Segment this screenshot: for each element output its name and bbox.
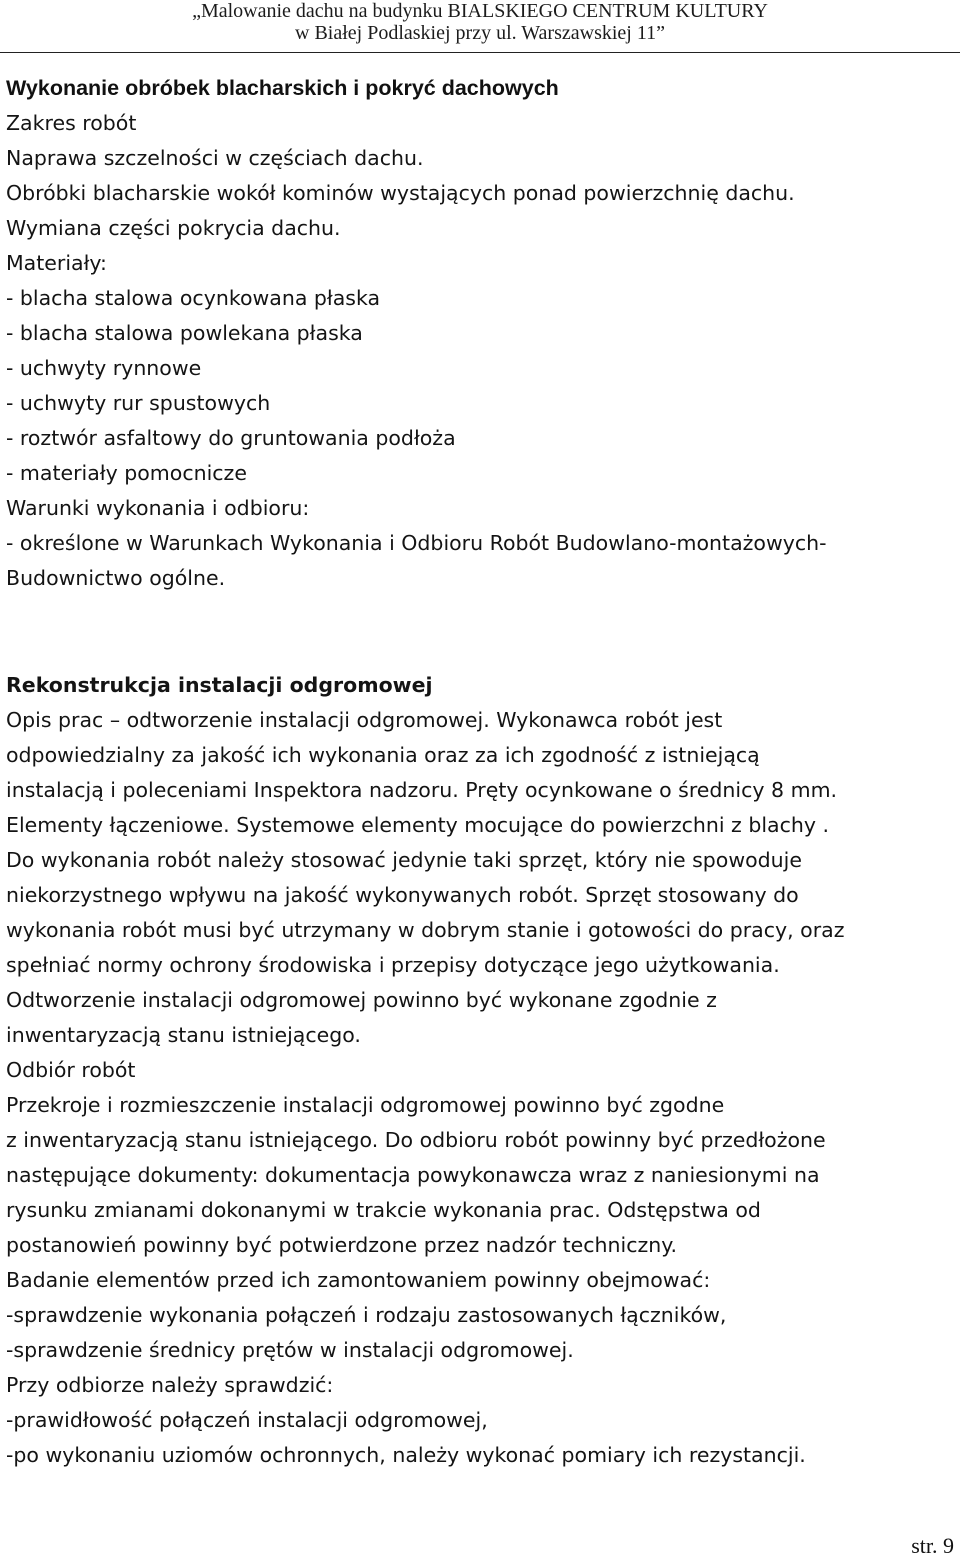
page-number: str. 9 bbox=[911, 1533, 954, 1558]
section-heading-lightning: Rekonstrukcja instalacji odgromowej bbox=[6, 673, 433, 697]
paragraph-line: spełniać normy ochrony środowiska i przepisy dotyczące jego użytkowania. bbox=[6, 953, 780, 977]
paragraph-line: Badanie elementów przed ich zamontowaniem powinny obejmować: bbox=[6, 1268, 711, 1292]
section-lightning-protection bbox=[6, 668, 954, 1473]
list-item: -prawidłowość połączeń instalacji odgromowej, bbox=[6, 1408, 488, 1432]
paragraph-line: postanowień powinny być potwierdzone przez nadzór techniczny. bbox=[6, 1233, 677, 1257]
list-item: - materiały pomocnicze bbox=[6, 461, 247, 485]
section-heading-roofing: Wykonanie obróbek blacharskich i pokryć dachowych bbox=[6, 76, 559, 100]
header-line-1: „Malowanie dachu na budynku BIALSKIEGO CENTRUM KULTURY bbox=[192, 0, 768, 22]
header-divider bbox=[0, 52, 960, 53]
paragraph-line: instalacją i poleceniami Inspektora nadzoru. Pręty ocynkowane o średnicy 8 mm. bbox=[6, 778, 838, 802]
paragraph-line: Przy odbiorze należy sprawdzić: bbox=[6, 1373, 334, 1397]
paragraph-line: niekorzystnego wpływu na jakość wykonywanych robót. Sprzęt stosowany do bbox=[6, 883, 799, 907]
list-item: - blacha stalowa powlekana płaska bbox=[6, 321, 363, 345]
header-line-2: w Białej Podlaskiej przy ul. Warszawskiej 11” bbox=[295, 22, 665, 44]
paragraph-line: wykonania robót musi być utrzymany w dobrym stanie i gotowości do pracy, oraz bbox=[6, 918, 845, 942]
list-item: -sprawdzenie wykonania połączeń i rodzaju zastosowanych łączników, bbox=[6, 1303, 727, 1327]
paragraph-line: Naprawa szczelności w częściach dachu. bbox=[6, 146, 424, 170]
paragraph-line: Do wykonania robót należy stosować jedynie taki sprzęt, który nie spowoduje bbox=[6, 848, 802, 872]
paragraph-line: Zakres robót bbox=[6, 111, 137, 135]
list-item: -sprawdzenie średnicy prętów w instalacji odgromowej. bbox=[6, 1338, 574, 1362]
paragraph-line: Obróbki blacharskie wokół kominów wystających ponad powierzchnię dachu. bbox=[6, 181, 795, 205]
section-roofing bbox=[6, 71, 954, 596]
paragraph-line: Odbiór robót bbox=[6, 1058, 136, 1082]
list-item: - uchwyty rynnowe bbox=[6, 356, 202, 380]
paragraph-line: Warunki wykonania i odbioru: bbox=[6, 496, 310, 520]
paragraph-line: Wymiana części pokrycia dachu. bbox=[6, 216, 341, 240]
paragraph-line: Odtworzenie instalacji odgromowej powinno być wykonane zgodnie z bbox=[6, 988, 717, 1012]
list-item: - określone w Warunkach Wykonania i Odbioru Robót Budowlano-montażowych- bbox=[6, 531, 827, 555]
list-item: - blacha stalowa ocynkowana płaska bbox=[6, 286, 381, 310]
paragraph-line: Budownictwo ogólne. bbox=[6, 566, 226, 590]
paragraph-line: następujące dokumenty: dokumentacja powykonawcza wraz z naniesionymi na bbox=[6, 1163, 820, 1187]
paragraph-line: Opis prac – odtworzenie instalacji odgromowej. Wykonawca robót jest bbox=[6, 708, 723, 732]
paragraph-line: Przekroje i rozmieszczenie instalacji odgromowej powinno być zgodne bbox=[6, 1093, 725, 1117]
list-item: - roztwór asfaltowy do gruntowania podłoża bbox=[6, 426, 456, 450]
list-item: -po wykonaniu uziomów ochronnych, należy wykonać pomiary ich rezystancji. bbox=[6, 1443, 806, 1467]
paragraph-line: Materiały: bbox=[6, 251, 107, 275]
paragraph-line: z inwentaryzacją stanu istniejącego. Do odbioru robót powinny być przedłożone bbox=[6, 1128, 826, 1152]
page-header bbox=[0, 0, 960, 44]
paragraph-line: Elementy łączeniowe. Systemowe elementy mocujące do powierzchni z blachy . bbox=[6, 813, 830, 837]
paragraph-line: inwentaryzacją stanu istniejącego. bbox=[6, 1023, 361, 1047]
paragraph-line: odpowiedzialny za jakość ich wykonania oraz za ich zgodność z istniejącą bbox=[6, 743, 760, 767]
list-item: - uchwyty rur spustowych bbox=[6, 391, 271, 415]
paragraph-line: rysunku zmianami dokonanymi w trakcie wykonania prac. Odstępstwa od bbox=[6, 1198, 761, 1222]
